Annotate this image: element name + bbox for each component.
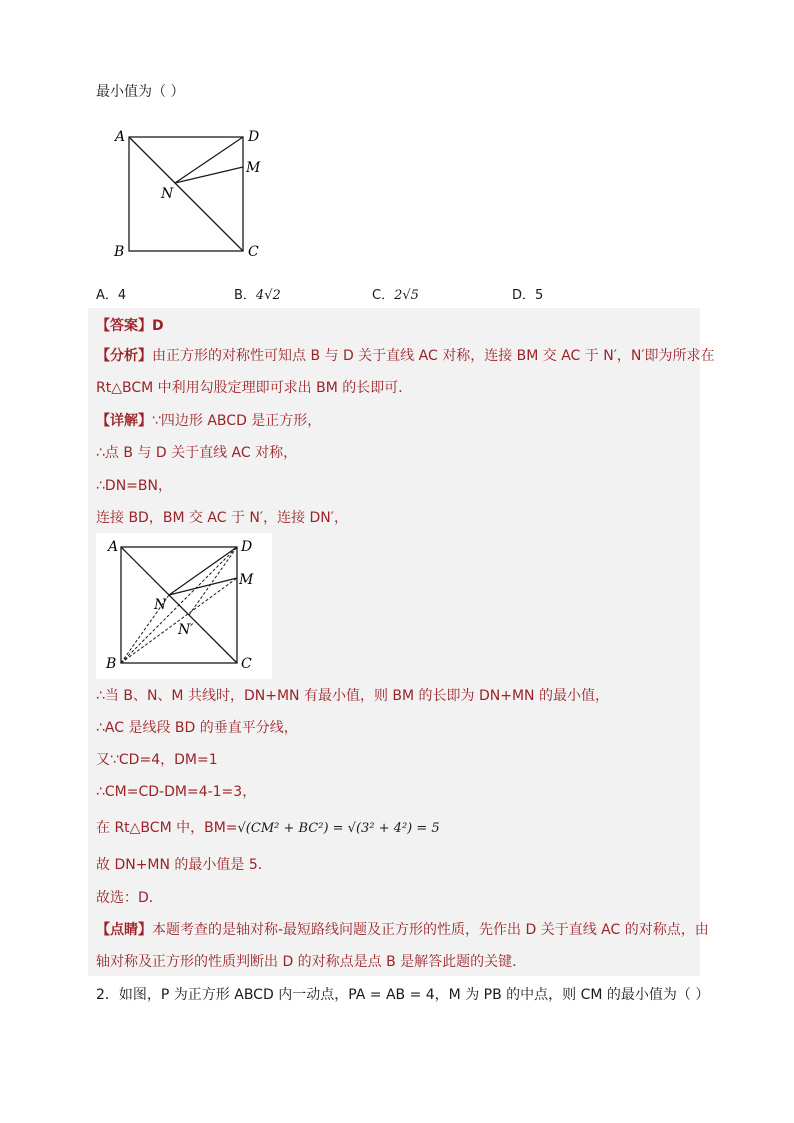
detail-line-8: ∴CM=CD-DM=4-1=3， bbox=[96, 784, 257, 800]
detail-line-10: 故 DN+MN 的最小值是 5． bbox=[96, 857, 272, 873]
detail-line-7: 又∵CD=4，DM=1 bbox=[96, 752, 218, 768]
figure-square-2 bbox=[96, 533, 272, 679]
question-tail: 最小值为（ ） bbox=[96, 84, 185, 100]
diagonal-ac bbox=[129, 137, 243, 251]
label-c-2: C bbox=[241, 656, 252, 672]
label-b-2: B bbox=[106, 656, 117, 672]
option-c[interactable]: C．2√5 bbox=[372, 288, 419, 303]
comment-line-2: 轴对称及正方形的性质判断出 D 的对称点是点 B 是解答此题的关键． bbox=[96, 954, 527, 970]
detail-line-11: 故选：D． bbox=[96, 890, 163, 906]
label-n-prime: N′ bbox=[178, 622, 194, 638]
detail-line-1: 【详解】∵四边形 ABCD 是正方形， bbox=[96, 413, 322, 429]
option-a[interactable]: A．4 bbox=[96, 288, 127, 303]
comment-line-1: 【点睛】本题考查的是轴对称-最短路线问题及正方形的性质，先作出 D 关于直线 AC 的对称点，由 bbox=[96, 922, 709, 938]
label-c: C bbox=[248, 244, 259, 260]
label-m-2: M bbox=[239, 572, 254, 588]
detail-line-5: ∴当 B、N、M 共线时，DN+MN 有最小值，则 BM 的长即为 DN+MN 的最小值， bbox=[96, 688, 609, 704]
answer-line: 【答案】D bbox=[96, 318, 164, 334]
figure-square-1 bbox=[108, 126, 268, 264]
label-a-2: A bbox=[108, 539, 119, 555]
label-d: D bbox=[248, 129, 260, 145]
option-d[interactable]: D．5 bbox=[512, 288, 544, 303]
option-b[interactable]: B．4√2 bbox=[234, 288, 281, 303]
label-n-2: N bbox=[154, 597, 167, 613]
label-m: M bbox=[246, 160, 261, 176]
analysis-line-1: 【分析】由正方形的对称性可知点 B 与 D 关于直线 AC 对称，连接 BM 交 AC 于 N′，N′即为所求在 bbox=[96, 348, 715, 364]
label-n: N bbox=[161, 186, 174, 202]
label-b: B bbox=[114, 244, 125, 260]
detail-line-2: ∴点 B 与 D 关于直线 AC 对称， bbox=[96, 445, 298, 461]
segment-nd bbox=[175, 137, 243, 183]
detail-line-4: 连接 BD，BM 交 AC 于 N′，连接 DN′， bbox=[96, 510, 348, 526]
detail-line-9: 在 Rt△BCM 中，BM=√(CM² + BC²) = √(3² + 4²) = 5 bbox=[96, 820, 440, 836]
label-d-2: D bbox=[241, 539, 253, 555]
detail-line-6: ∴AC 是线段 BD 的垂直平分线， bbox=[96, 720, 298, 736]
bm-formula: √(CM² + BC²) = √(3² + 4²) = 5 bbox=[237, 821, 440, 836]
label-a: A bbox=[115, 129, 126, 145]
question-2: 2．如图，P 为正方形 ABCD 内一动点，PA = AB = 4，M 为 PB 的中点，则 CM 的最小值为（ ） bbox=[96, 987, 710, 1003]
detail-line-3: ∴DN=BN， bbox=[96, 478, 172, 494]
analysis-line-2: Rt△BCM 中利用勾股定理即可求出 BM 的长即可． bbox=[96, 380, 413, 396]
segment-nm bbox=[175, 167, 243, 183]
